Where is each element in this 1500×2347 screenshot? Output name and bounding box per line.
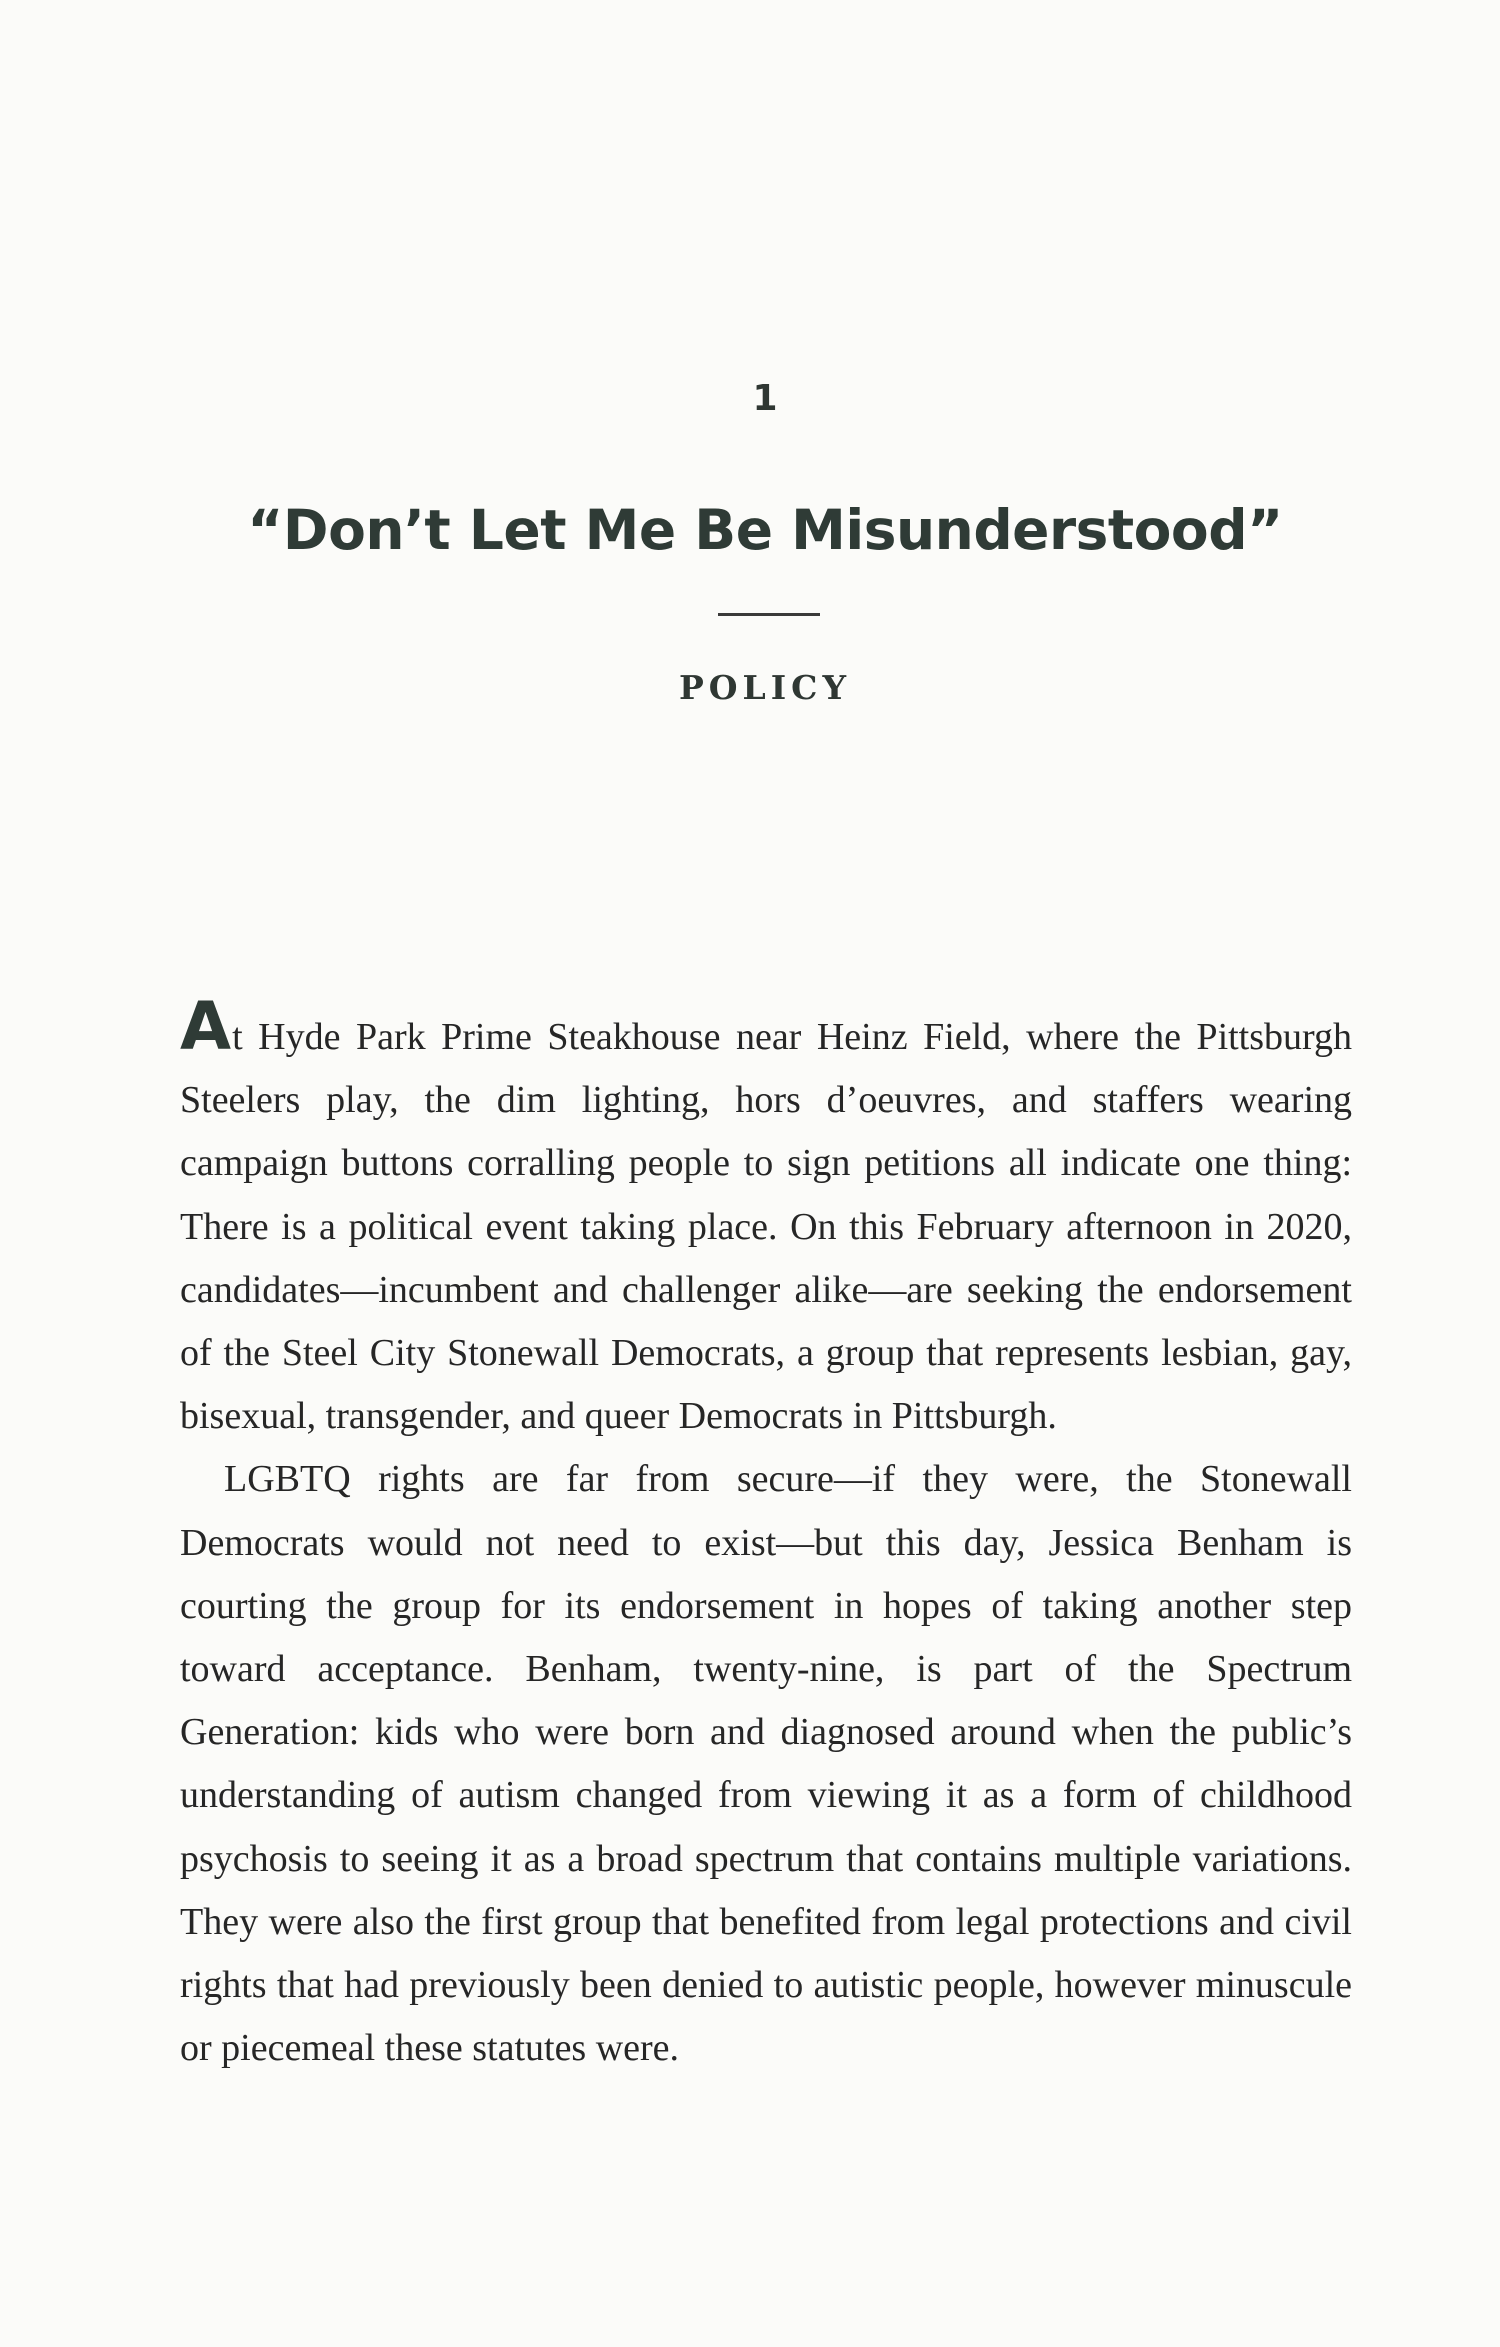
title-divider (718, 613, 820, 616)
chapter-body (180, 988, 1352, 2080)
paragraph-2: LGBTQ rights are far from secure—if they were, the Stonewall Democrats would not need to exist—but this day, Jessica Benham is courting the group for its endorsement in hopes of taking another step toward acceptance. Benham, twenty-nine, is part of the Spectrum Generation: kids who were born and diagnosed around when the public’s understanding of autism changed from viewing it as a form of childhood psychosis to seeing it as a broad spectrum that contains multiple variations. They were also the first group that benefited from legal protections and civil rights that had previously been denied to autistic people, however minuscule or piecemeal these statutes were. (180, 1458, 1352, 2070)
chapter-number: 1 (752, 378, 778, 419)
paragraph-1-text: t Hyde Park Prime Steakhouse near Heinz Field, where the Pittsburgh Steelers play, the dim lighting, hors d’oeuvres, and staffers wearing campaign buttons corralling people to sign petitions all indicate one thing: There is a political event taking place. On this February afternoon in 2020, candidates—incumbent and challenger alike—are seeking the endorsement of the Steel City Stonewall Democrats, a group that represents lesbian, gay, bisexual, transgender, and queer Democrats in Pittsburgh. (180, 1016, 1352, 1438)
drop-cap: A (180, 988, 232, 1065)
paragraph-1 (180, 988, 1352, 1448)
chapter-title: “Don’t Let Me Be Misunderstood” (247, 498, 1283, 562)
section-label: POLICY (678, 668, 852, 707)
